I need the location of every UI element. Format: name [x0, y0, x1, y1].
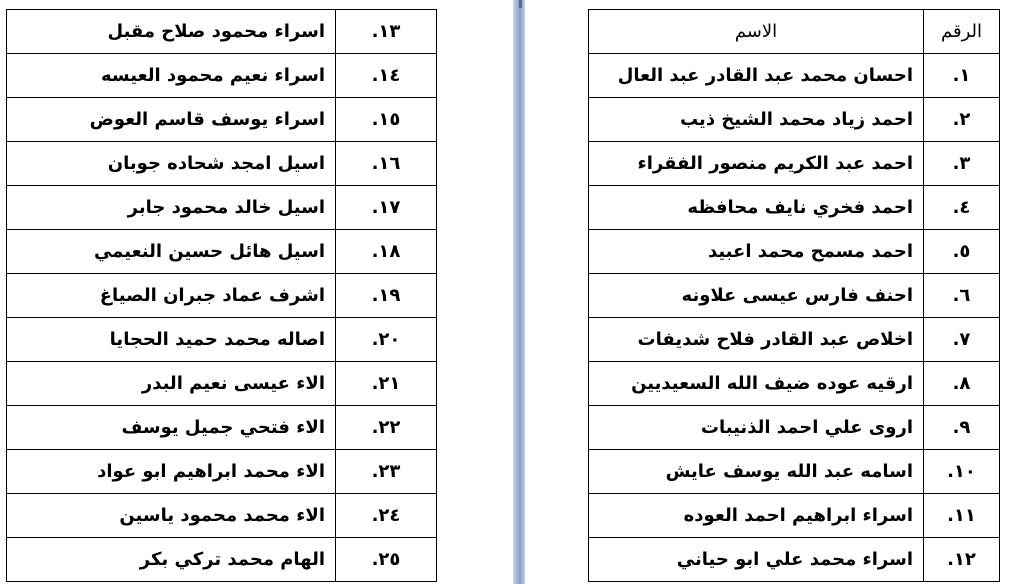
- student-name: احنف فارس عيسى علاونه: [589, 274, 924, 318]
- student-name: الهام محمد تركي بكر: [7, 538, 336, 582]
- row-number: .٤: [924, 186, 1000, 230]
- table-row: [589, 142, 1000, 186]
- student-name: اسيل هائل حسين النعيمي: [7, 230, 336, 274]
- table-row: [589, 98, 1000, 142]
- student-name: اروى علي احمد الذنيبات: [589, 406, 924, 450]
- student-name: احمد زياد محمد الشيخ ذيب: [589, 98, 924, 142]
- row-number: .١٨: [336, 230, 437, 274]
- table-row: [7, 406, 437, 450]
- table-row: [589, 230, 1000, 274]
- row-number: .٥: [924, 230, 1000, 274]
- row-number: .١٠: [924, 450, 1000, 494]
- table-row: [7, 318, 437, 362]
- student-name: اخلاص عبد القادر فلاح شديفات: [589, 318, 924, 362]
- student-name: احمد عبد الكريم منصور الفقراء: [589, 142, 924, 186]
- student-name: احسان محمد عبد القادر عبد العال: [589, 54, 924, 98]
- row-number: .١٦: [336, 142, 437, 186]
- row-number: .٣: [924, 142, 1000, 186]
- page-divider: [513, 0, 525, 584]
- table-row: [589, 362, 1000, 406]
- column-header-number: الرقم: [924, 10, 1000, 54]
- table-row: [589, 538, 1000, 582]
- table-row: [7, 142, 437, 186]
- names-table-right: [588, 9, 1000, 582]
- row-number: .٢٣: [336, 450, 437, 494]
- student-name: اسيل امجد شحاده جوبان: [7, 142, 336, 186]
- student-name: الاء محمد محمود ياسين: [7, 494, 336, 538]
- student-name: اشرف عماد جبران الصياغ: [7, 274, 336, 318]
- row-number: .١: [924, 54, 1000, 98]
- student-name: الاء عيسى نعيم البدر: [7, 362, 336, 406]
- student-name: اسامه عبد الله يوسف عايش: [589, 450, 924, 494]
- student-name: الاء فتحي جميل يوسف: [7, 406, 336, 450]
- row-number: .١٧: [336, 186, 437, 230]
- student-name: ارقيه عوده ضيف الله السعيديين: [589, 362, 924, 406]
- row-number: .٢٠: [336, 318, 437, 362]
- table-row: [7, 274, 437, 318]
- table-row: [589, 186, 1000, 230]
- table-header-row: [589, 10, 1000, 54]
- table-row: [589, 274, 1000, 318]
- student-name: اسراء نعيم محمود العيسه: [7, 54, 336, 98]
- student-name: اسراء ابراهيم احمد العوده: [589, 494, 924, 538]
- student-name: احمد فخري نايف محافظه: [589, 186, 924, 230]
- student-name: اسراء يوسف قاسم العوض: [7, 98, 336, 142]
- table-row: [7, 362, 437, 406]
- table-row: [589, 406, 1000, 450]
- table-row: [589, 318, 1000, 362]
- row-number: .٢٥: [336, 538, 437, 582]
- column-header-name: الاسم: [589, 10, 924, 54]
- student-name: اسيل خالد محمود جابر: [7, 186, 336, 230]
- table-row: [7, 538, 437, 582]
- table-row: [7, 98, 437, 142]
- row-number: .١٢: [924, 538, 1000, 582]
- table-row: [7, 494, 437, 538]
- row-number: .١٣: [336, 10, 437, 54]
- row-number: .١٩: [336, 274, 437, 318]
- row-number: .١٤: [336, 54, 437, 98]
- names-table-left: [6, 9, 437, 582]
- row-number: .٢٢: [336, 406, 437, 450]
- row-number: .٦: [924, 274, 1000, 318]
- row-number: .٢: [924, 98, 1000, 142]
- table-row: [7, 450, 437, 494]
- row-number: .٩: [924, 406, 1000, 450]
- student-name: اصاله محمد حميد الحجايا: [7, 318, 336, 362]
- table-row: [7, 230, 437, 274]
- row-number: .٧: [924, 318, 1000, 362]
- row-number: .٢١: [336, 362, 437, 406]
- table-row: [7, 186, 437, 230]
- student-name: احمد مسمح محمد اعبيد: [589, 230, 924, 274]
- row-number: .٢٤: [336, 494, 437, 538]
- student-name: اسراء محمود صلاح مقبل: [7, 10, 336, 54]
- row-number: .٨: [924, 362, 1000, 406]
- row-number: .١١: [924, 494, 1000, 538]
- divider-marker: [519, 0, 522, 8]
- table-row: [7, 54, 437, 98]
- table-row: [589, 494, 1000, 538]
- table-row: [589, 54, 1000, 98]
- student-name: الاء محمد ابراهيم ابو عواد: [7, 450, 336, 494]
- row-number: .١٥: [336, 98, 437, 142]
- student-name: اسراء محمد علي ابو حياني: [589, 538, 924, 582]
- table-row: [589, 450, 1000, 494]
- table-row: [7, 10, 437, 54]
